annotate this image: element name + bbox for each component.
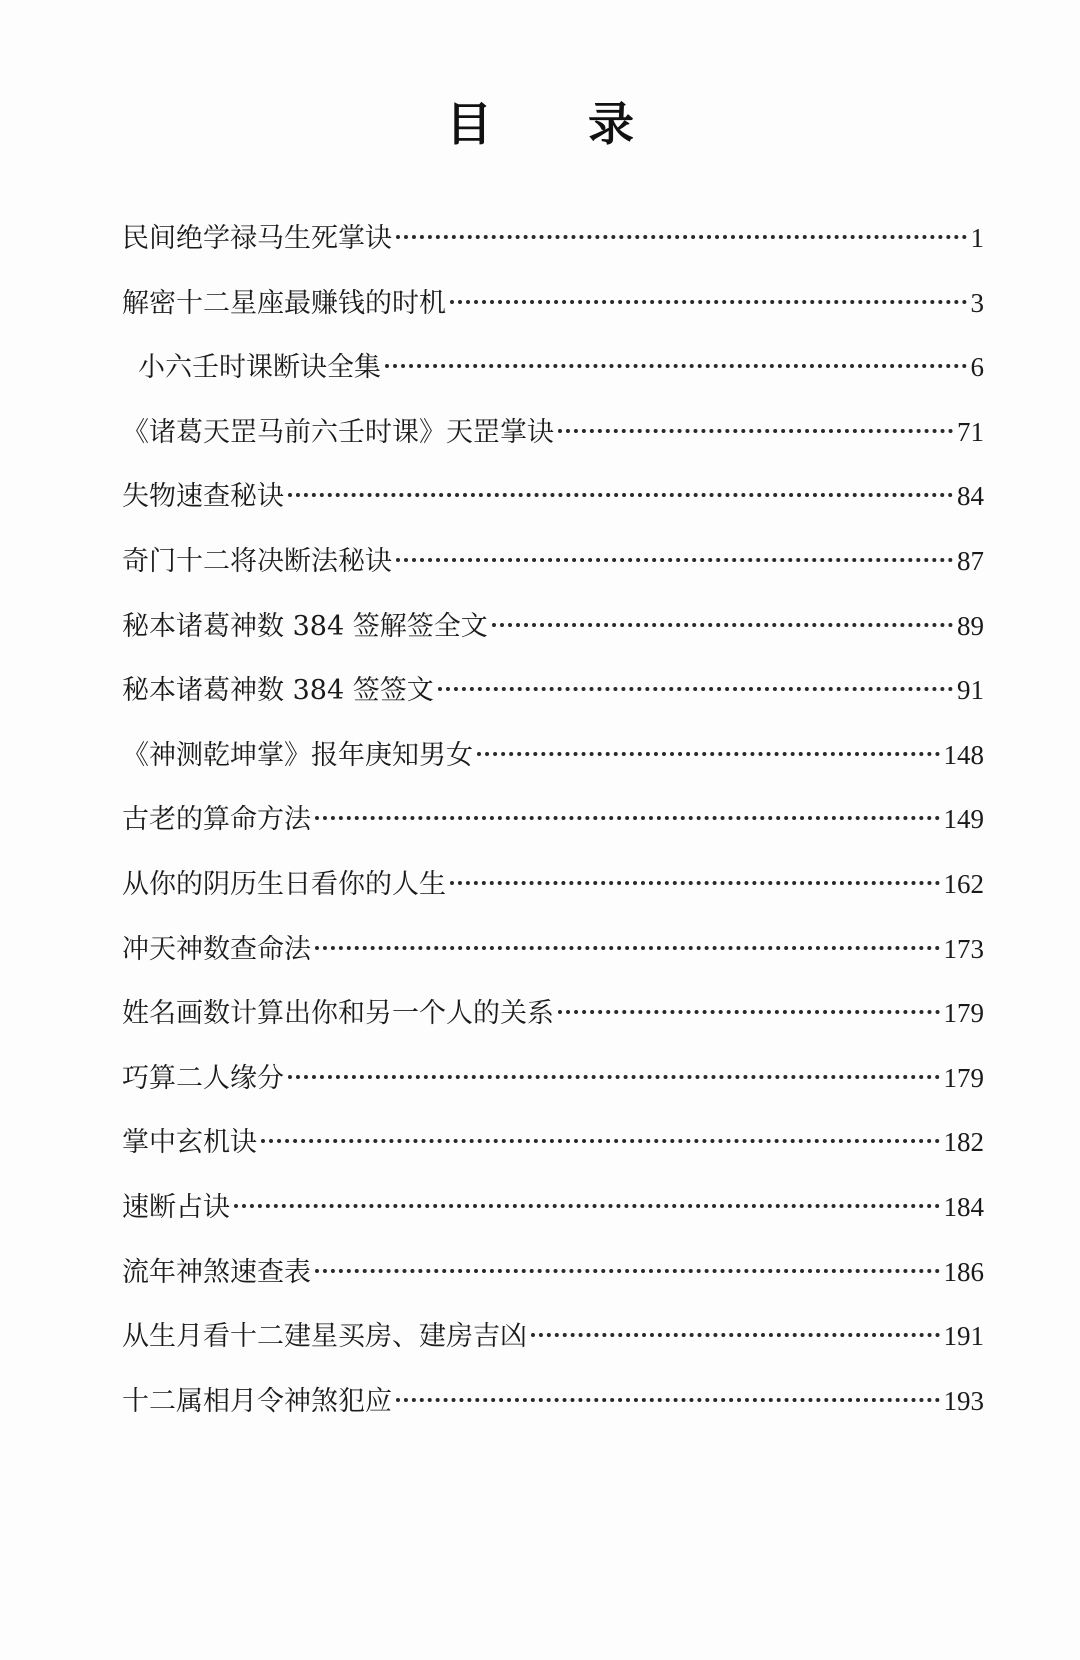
dot-leader	[558, 1010, 940, 1014]
dot-leader	[385, 364, 967, 368]
toc-entry-title: 秘本诸葛神数 384 签签文	[122, 675, 434, 707]
toc-entry[interactable]	[122, 1383, 984, 1448]
toc-entry-page: 179	[943, 998, 984, 1029]
dot-leader	[315, 1269, 940, 1273]
dot-leader	[315, 816, 940, 820]
toc-entry-title: 巧算二人缘分	[122, 1062, 284, 1094]
toc-entry-page: 191	[943, 1321, 984, 1352]
toc-entry[interactable]	[122, 478, 984, 543]
toc-entry[interactable]	[122, 1060, 984, 1125]
toc-entry-page: 1	[970, 223, 984, 253]
toc-entry-title: 民间绝学禄马生死掌诀	[122, 223, 392, 254]
dot-leader	[450, 881, 940, 885]
toc-entry[interactable]	[122, 737, 984, 802]
toc-entry[interactable]	[122, 1318, 984, 1383]
page-title: 目 录	[445, 97, 674, 151]
toc-entry-title: 掌中玄机诀	[122, 1127, 257, 1159]
toc-entry-title: 奇门十二将决断法秘诀	[122, 545, 392, 577]
toc-entry[interactable]	[122, 931, 984, 996]
toc-entry-page: 186	[943, 1256, 984, 1287]
dot-leader	[396, 1398, 940, 1402]
table-of-contents	[122, 220, 984, 1447]
toc-entry-title: 十二属相月令神煞犯应	[122, 1385, 392, 1417]
toc-entry[interactable]	[122, 1254, 984, 1319]
toc-entry-title: 《诸葛天罡马前六壬时课》天罡掌诀	[122, 416, 554, 448]
toc-entry-page: 184	[943, 1191, 984, 1222]
dot-leader	[396, 558, 953, 562]
toc-entry[interactable]	[122, 995, 984, 1060]
dot-leader	[438, 687, 953, 691]
toc-entry-title: 冲天神数查命法	[122, 933, 311, 965]
toc-entry[interactable]	[122, 414, 984, 479]
toc-entry[interactable]	[122, 220, 984, 285]
dot-leader	[234, 1204, 940, 1208]
dot-leader	[531, 1333, 940, 1337]
dot-leader	[492, 623, 953, 627]
toc-entry-title: 古老的算命方法	[122, 804, 311, 836]
toc-entry-title: 秘本诸葛神数 384 签解签全文	[122, 610, 488, 642]
toc-entry[interactable]	[122, 608, 984, 673]
dot-leader	[450, 300, 967, 304]
toc-entry-page: 89	[957, 610, 984, 641]
dot-leader	[396, 235, 967, 239]
dot-leader	[477, 752, 940, 756]
dot-leader	[288, 493, 953, 497]
toc-entry-page: 193	[943, 1385, 984, 1416]
toc-entry-page: 182	[943, 1127, 984, 1158]
toc-entry-title: 解密十二星座最赚钱的时机	[122, 287, 446, 319]
toc-entry-title: 姓名画数计算出你和另一个人的关系	[122, 998, 554, 1030]
toc-entry-title: 小六壬时课断诀全集	[138, 352, 381, 384]
toc-entry-page: 3	[970, 287, 984, 318]
toc-entry-page: 173	[943, 933, 984, 964]
dot-leader	[261, 1139, 940, 1143]
dot-leader	[315, 946, 940, 950]
toc-entry-title: 失物速查秘诀	[122, 481, 284, 513]
dot-leader	[558, 429, 953, 433]
toc-entry-page: 91	[957, 675, 984, 706]
toc-entry-title: 从生月看十二建星买房、建房吉凶	[122, 1321, 527, 1353]
toc-entry-page: 148	[943, 739, 984, 770]
toc-entry-title: 速断占诀	[122, 1191, 230, 1223]
toc-entry-page: 87	[957, 545, 984, 576]
toc-entry-title: 从你的阴历生日看你的人生	[122, 868, 446, 900]
toc-entry[interactable]	[122, 1189, 984, 1254]
toc-entry[interactable]	[122, 543, 984, 608]
toc-entry[interactable]	[122, 672, 984, 737]
toc-entry-title: 流年神煞速查表	[122, 1256, 311, 1288]
toc-entry[interactable]	[122, 1124, 984, 1189]
toc-entry[interactable]	[122, 866, 984, 931]
toc-entry-page: 149	[943, 804, 984, 835]
toc-entry-page: 84	[957, 481, 984, 512]
toc-entry[interactable]	[122, 349, 984, 414]
toc-entry-page: 162	[943, 868, 984, 899]
toc-entry-page: 179	[943, 1062, 984, 1093]
toc-entry[interactable]	[122, 801, 984, 866]
toc-entry-page: 6	[970, 352, 984, 383]
dot-leader	[288, 1075, 940, 1079]
toc-entry-page: 71	[957, 416, 984, 447]
toc-entry[interactable]	[122, 285, 984, 350]
toc-entry-title: 《神测乾坤掌》报年庚知男女	[122, 739, 473, 771]
